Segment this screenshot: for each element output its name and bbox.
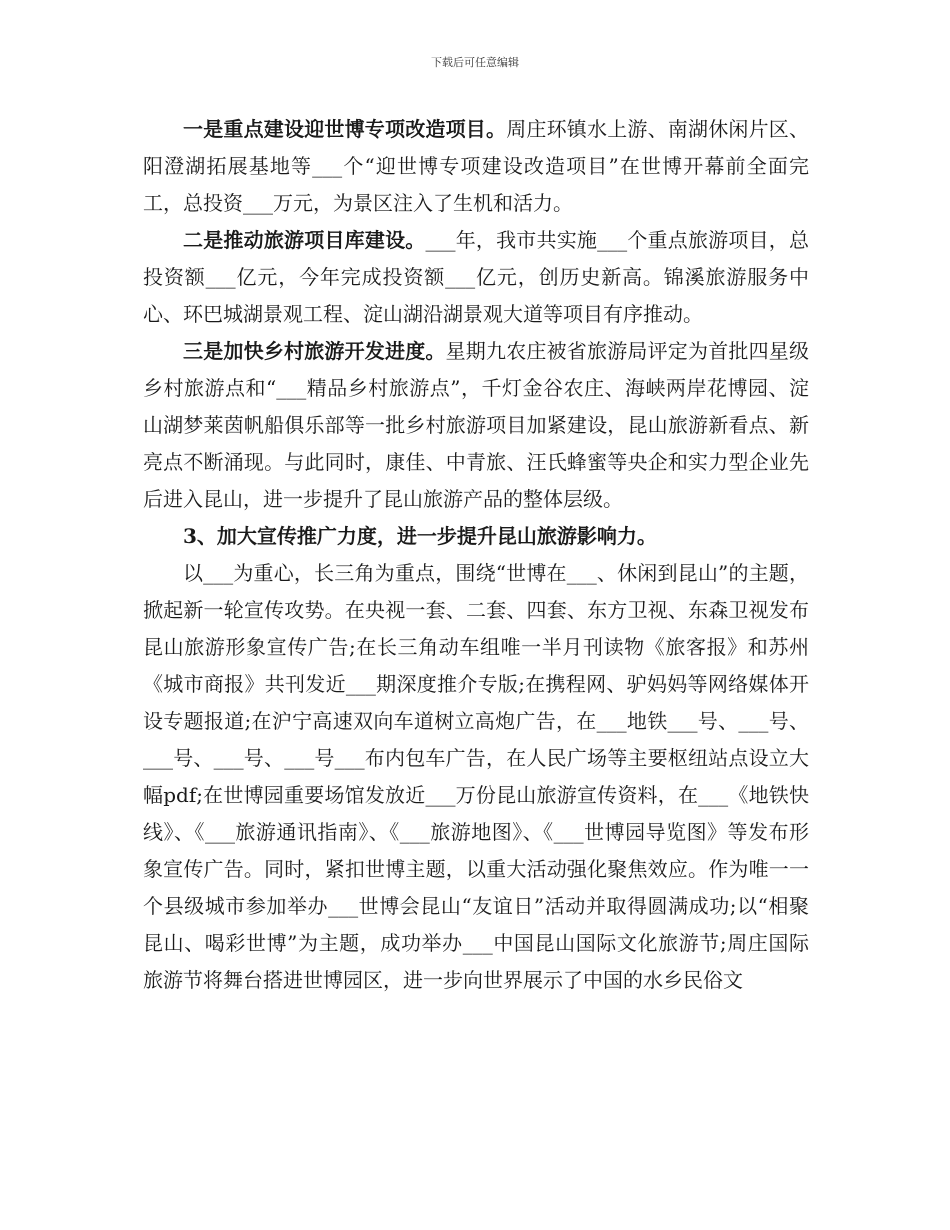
paragraph-text: 周庄环镇水上游、南湖休闲片区、阳澄湖拓展基地等___个“迎世博专项建设改造项目”在世博开幕前全面完工，总投资___万元，为景区注入了生机和活力。 bbox=[143, 117, 810, 215]
page-header: 下载后可任意编辑 bbox=[431, 56, 519, 69]
paragraph-rural-tourism bbox=[143, 333, 809, 518]
paragraph-key-projects bbox=[143, 111, 809, 222]
section-heading: 3、加大宣传推广力度，进一步提升昆山旅游影响力。 bbox=[183, 524, 657, 548]
paragraph-text: ___年，我市共实施___个重点旅游项目，总投资额___亿元，今年完成投资额___亿元，创历史新高。锦溪旅游服务中心、环巴城湖景观工程、淀山湖沿湖景观大道等项目有序推动。 bbox=[143, 228, 810, 326]
paragraph-promotion: 以___为重心，长三角为重点，围绕“世博在___、休闲到昆山”的主题，掀起新一轮宣传攻势。在央视一套、二套、四套、东方卫视、东森卫视发布昆山旅游形象宣传广告;在长三角动车组唯一半月刊读物《旅客报》和苏州《城市商报》共刊发近___期深度推介专版;在携程网、驴妈妈等网络媒体开设专题报道;在沪宁高速双向车道树立高炮广告，在___地铁___号、___号、___号、___号、___号___布内包车广告，在人民广场等主要枢纽站点设立大幅pdf;在世博园重要场馆发放近___万份昆山旅游宣传资料，在___《地铁快线》、《___旅游通讯指南》、《___旅游地图》、《___世博园导览图》等发布形象宣传广告。同时，紧扣世博主题，以重大活动强化聚焦效应。作为唯一一个县级城市参加举办___世博会昆山“友谊日”活动并取得圆满成功;以“相聚昆山、喝彩世博”为主题，成功举办___中国昆山国际文化旅游节;周庄国际旅游节将舞台搭进世博园区，进一步向世界展示了中国的水乡民俗文 bbox=[143, 561, 809, 992]
paragraph-lead: 三是加快乡村旅游开发进度。 bbox=[183, 339, 446, 363]
paragraph-lead: 一是重点建设迎世博专项改造项目。 bbox=[183, 117, 507, 141]
paragraph-lead: 二是推动旅游项目库建设。 bbox=[183, 228, 426, 252]
document-body bbox=[143, 111, 809, 999]
paragraph-text: 星期九农庄被省旅游局评定为首批四星级乡村旅游点和“___精品乡村旅游点”，千灯金谷农庄、海峡两岸花博园、淀山湖梦莱茵帆船俱乐部等一批乡村旅游项目加紧建设，昆山旅游新看点、新亮点不断涌现。与此同时，康佳、中青旅、汪氏蜂蜜等央企和实力型企业先后进入昆山，进一步提升了昆山旅游产品的整体层级。 bbox=[143, 339, 810, 511]
paragraph-project-library bbox=[143, 222, 809, 333]
